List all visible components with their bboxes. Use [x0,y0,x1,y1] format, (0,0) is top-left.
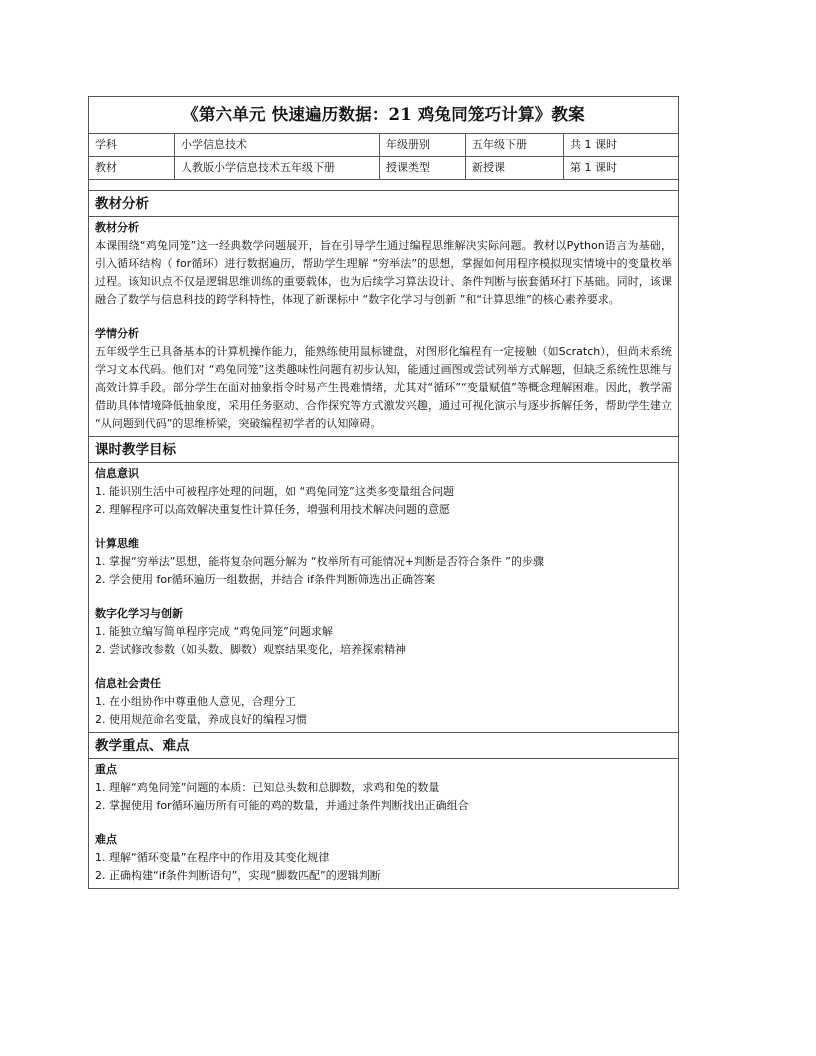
list-item: 1. 掌握“穷举法”思想，能将复杂问题分解为 “枚举所有可能情况+判断是否符合条件 ”的步骤 [95,555,544,568]
list-item: 2. 掌握使用 for循环遍历所有可能的鸡的数量，并通过条件判断找出正确组合 [95,799,469,812]
section-heading: 教材分析 [89,191,678,217]
info-label-subject: 学科 [89,134,175,156]
document-title: 《第六单元 快速遍历数据：21 鸡兔同笼巧计算》教案 [89,97,678,134]
subheading-textbook-analysis: 教材分析 [95,221,139,234]
info-row-1 [89,134,678,157]
section-heading: 教学重点、难点 [89,733,678,759]
list-item: 1. 在小组协作中尊重他人意见，合理分工 [95,695,296,708]
goal-group-title: 信息意识 [95,467,139,480]
list-item: 2. 使用规范命名变量，养成良好的编程习惯 [95,713,307,726]
info-row-2 [89,157,678,180]
info-label-grade: 年级册别 [380,134,466,156]
keypoint-group-title: 难点 [95,833,117,846]
goal-group-title: 数字化学习与创新 [95,607,183,620]
lesson-plan-table [88,96,679,889]
list-item: 2. 理解程序可以高效解决重复性计算任务，增强利用技术解决问题的意愿 [95,503,450,516]
goal-group-title: 信息社会责任 [95,677,161,690]
info-label-textbook: 教材 [89,157,175,179]
keypoint-group-title: 重点 [95,763,117,776]
goal-group-title: 计算思维 [95,537,139,550]
subheading-student-analysis: 学情分析 [95,327,139,340]
list-item: 2. 正确构建“if条件判断语句”，实现“脚数匹配”的逻辑判断 [95,869,381,882]
info-value-subject: 小学信息技术 [175,134,380,156]
info-value-grade: 五年级下册 [466,134,564,156]
info-value-lesson-number: 第 1 课时 [570,161,617,174]
list-item: 1. 理解“循环变量”在程序中的作用及其变化规律 [95,851,330,864]
paragraph-student-analysis: 五年级学生已具备基本的计算机操作能力，能熟练使用鼠标键盘，对图形化编程有一定接触（如Scratch），但尚未系统学习文本代码。他们对 “鸡兔同笼”这类趣味性问题有初步认知，能通过画图或尝试列举方式解题，但缺乏系统性思维与高效计算手段。部分学生在面对抽象指令时易产生畏难情绪，尤其对“循环”“变量赋值”等概念理解困难。因此，教学需借助具体情境降低抽象度，采用任务驱动、合作探究等方式激发兴趣，通过可视化演示与逐步拆解任务，帮助学生建立 “从问题到代码”的思维桥梁，突破编程初学者的认知障碍。 [95,345,672,430]
info-value-lesson-type: 新授课 [466,157,564,179]
list-item: 1. 能独立编写简单程序完成 “鸡兔同笼”问题求解 [95,625,333,638]
info-value-textbook: 人教版小学信息技术五年级下册 [175,157,380,179]
list-item: 1. 能识别生活中可被程序处理的问题，如 “鸡兔同笼”这类多变量组合问题 [95,485,454,498]
section-analysis [89,191,678,437]
section-keypoints [89,733,678,888]
info-label-lesson-type: 授课类型 [380,157,466,179]
section-goals [89,437,678,733]
list-item: 1. 理解“鸡兔同笼”问题的本质：已知总头数和总脚数，求鸡和兔的数量 [95,781,440,794]
paragraph-textbook-analysis: 本课围绕“鸡兔同笼”这一经典数学问题展开，旨在引导学生通过编程思维解决实际问题。教材以Python语言为基础，引入循环结构（ for循环）进行数据遍历，帮助学生理解 “穷举法”的思想，掌握如何用程序模拟现实情境中的变量枚举过程。该知识点不仅是逻辑思维训练的重要载体，也为后续学习算法设计、条件判断与嵌套循环打下基础。同时，该课融合了数学与信息科技的跨学科特性，体现了新课标中 “数字化学习与创新 ”和“计算思维”的核心素养要求。 [95,239,672,306]
list-item: 2. 学会使用 for循环遍历一组数据，并结合 if条件判断筛选出正确答案 [95,573,436,586]
info-value-total-hours: 共 1 课时 [570,138,617,151]
spacer-row [89,180,678,191]
section-heading: 课时教学目标 [89,437,678,463]
list-item: 2. 尝试修改参数（如头数、脚数）观察结果变化，培养探索精神 [95,643,406,656]
